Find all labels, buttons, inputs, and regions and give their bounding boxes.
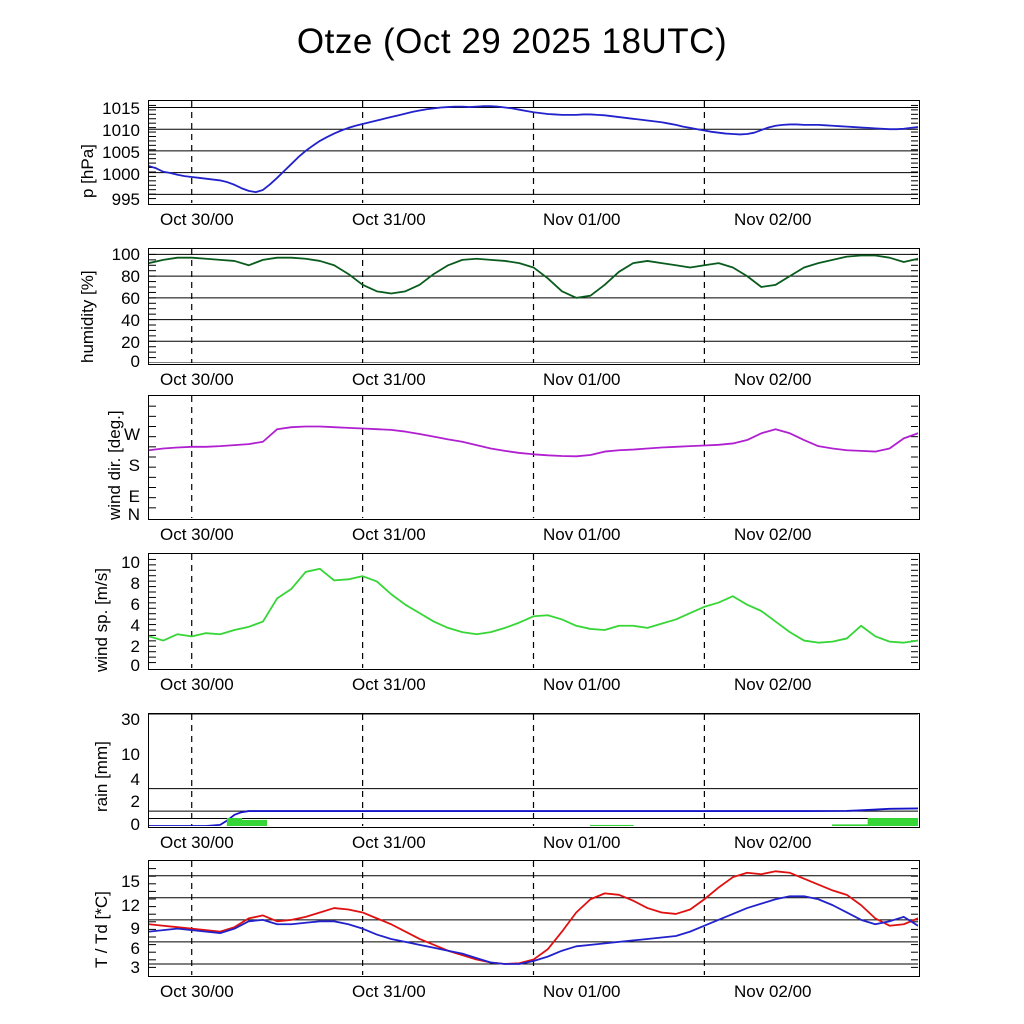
ytick: 8 [130, 574, 140, 593]
xtick: Nov 01/00 [543, 525, 621, 544]
panel-humidity-ylabel: humidity [%] [78, 270, 97, 363]
ytick: 1015 [102, 99, 140, 118]
ytick: S [128, 456, 140, 475]
page-title: Otze (Oct 29 2025 18UTC) [296, 22, 728, 61]
xtick: Nov 02/00 [734, 982, 812, 1001]
ytick: E [128, 487, 140, 506]
ytick: 2 [130, 792, 140, 811]
ytick: 30 [121, 710, 140, 729]
xtick: Oct 31/00 [352, 210, 426, 229]
ytick: 4 [130, 616, 140, 635]
panel-pressure-ylabel: p [hPa] [78, 144, 97, 198]
plot-windsp [148, 553, 920, 670]
ytick: 1010 [102, 121, 140, 140]
ytick: 2 [130, 637, 140, 656]
ytick: 15 [121, 872, 140, 891]
plot-pressure [148, 100, 920, 205]
ytick: 60 [121, 289, 140, 308]
ytick: 3 [130, 958, 140, 977]
ytick: 100 [111, 245, 140, 264]
ytick: 80 [121, 267, 140, 286]
xtick: Nov 02/00 [734, 210, 812, 229]
xtick: Oct 30/00 [160, 525, 234, 544]
ytick: 40 [121, 311, 140, 330]
xtick: Nov 02/00 [734, 370, 812, 389]
ytick: 6 [130, 939, 140, 958]
ytick: W [123, 425, 140, 444]
panel-windsp-ylabel: wind sp. [m/s] [92, 568, 111, 672]
xtick: Nov 01/00 [543, 982, 621, 1001]
ytick: 9 [130, 919, 140, 938]
xtick: Oct 31/00 [352, 525, 426, 544]
xtick: Nov 02/00 [734, 833, 812, 852]
plot-humidity [148, 248, 920, 365]
panel-winddir-ylabel: wind dir. [deg.] [105, 410, 124, 520]
xtick: Nov 01/00 [543, 210, 621, 229]
xtick: Oct 30/00 [160, 370, 234, 389]
plot-temp [148, 860, 920, 977]
xtick: Oct 30/00 [160, 210, 234, 229]
xtick: Nov 02/00 [734, 525, 812, 544]
ytick: 4 [130, 770, 140, 789]
plot-rain [148, 713, 920, 828]
ytick: 0 [130, 815, 140, 834]
ytick: 10 [121, 553, 140, 572]
ytick: 1000 [102, 165, 140, 184]
ytick: 995 [111, 190, 140, 209]
xtick: Oct 31/00 [352, 833, 426, 852]
xtick: Oct 30/00 [160, 982, 234, 1001]
xtick: Nov 02/00 [734, 675, 812, 694]
ytick: 6 [130, 595, 140, 614]
xtick: Oct 30/00 [160, 675, 234, 694]
plot-winddir [148, 395, 920, 520]
xtick: Nov 01/00 [543, 675, 621, 694]
xtick: Oct 31/00 [352, 982, 426, 1001]
ytick: 0 [130, 656, 140, 675]
ytick: 12 [121, 896, 140, 915]
xtick: Nov 01/00 [543, 833, 621, 852]
ytick: 1005 [102, 143, 140, 162]
ytick: N [127, 505, 140, 524]
ytick: 20 [121, 333, 140, 352]
panel-rain-ylabel: rain [mm] [92, 741, 111, 812]
xtick: Oct 30/00 [160, 833, 234, 852]
ytick: 0 [130, 352, 140, 371]
panel-temp-ylabel: T / Td [*C] [92, 891, 111, 968]
ytick: 10 [121, 745, 140, 764]
xtick: Oct 31/00 [352, 675, 426, 694]
xtick: Nov 01/00 [543, 370, 621, 389]
xtick: Oct 31/00 [352, 370, 426, 389]
